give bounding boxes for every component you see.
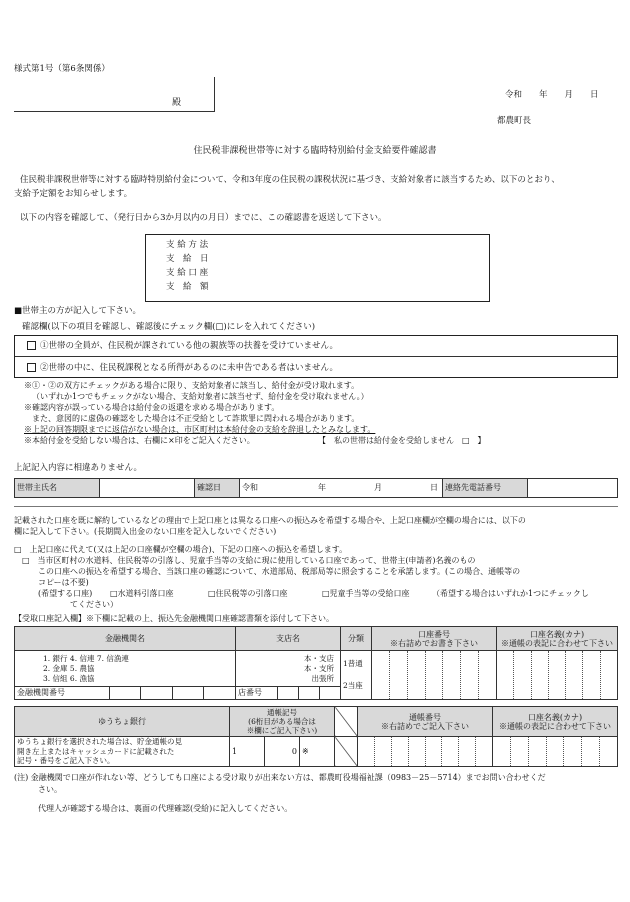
yucho-slash-cell-2 xyxy=(335,737,358,767)
account-type-field[interactable]: 1普通 2当座 xyxy=(341,651,372,700)
note-6: ※本給付金を受給しない場合は、右欄に×印をご記入ください。 xyxy=(24,436,255,445)
intro-line2: 支給予定額をお知らせします。 xyxy=(14,189,133,199)
decline-checkbox[interactable]: 【 私の世帯は給付金を受給しません □ 】 xyxy=(318,436,486,445)
choice-water[interactable]: □水道料引落口座 xyxy=(110,589,174,598)
type-header: 分類 xyxy=(341,627,372,651)
phone-field[interactable] xyxy=(528,479,618,498)
payment-info-box xyxy=(145,234,490,302)
year-label: 年 xyxy=(316,479,330,498)
bank-code-label: 金融機関番号 xyxy=(15,687,110,700)
branch-name-field[interactable]: 本・支店 本・支所 出張所 xyxy=(236,651,341,687)
branch-code-digit[interactable] xyxy=(278,687,299,700)
option-sub3: コピーは不要) xyxy=(38,578,89,587)
payment-amount-label: 支 給 額 xyxy=(166,282,209,292)
choice-label: (希望する口座) xyxy=(38,589,93,598)
footer-note1: (注) 金融機関で口座が作れない等、どうしても口座による受け取りが出来ない方は、都農町役場福祉課（0983－25－5714）までお問い合わせくだ xyxy=(14,773,546,782)
option-sub1[interactable]: □ 当市区町村の水道料、住民税等の引落し、児童手当等の支給に現に使用している口座であって、世帯主(申請者)名義のもの xyxy=(22,556,476,565)
check-instruction: 確認欄(以下の項目を確認し、確認後にチェック欄(□)にレを入れてください) xyxy=(22,322,316,332)
day-label: 日 xyxy=(428,479,443,498)
yucho-guide: ゆうちょ銀行を選択された場合は、貯金通帳の見 開き左上またはキャッシュカードに記載された 記号・番号をご記入下さい。 xyxy=(15,737,230,767)
yucho-number-field[interactable] xyxy=(358,737,493,767)
note-5: ※上記の回答期限までに返信がない場合は、市区町村は本給付金の支給を辞退したとみなします。 xyxy=(24,425,376,434)
phone-label: 連絡先電話番号 xyxy=(443,479,528,498)
addressee-suffix: 殿 xyxy=(172,98,182,108)
yucho-holder-field[interactable] xyxy=(493,737,618,767)
branch-code-label: 店番号 xyxy=(236,687,278,700)
date-line: 令和 年 月 日 xyxy=(505,90,599,100)
name-label: 世帯主氏名 xyxy=(15,479,100,498)
option-main[interactable]: □ 上記口座に代えて(又は上記の口座欄が空欄の場合)、下記の口座への振込を希望します。 xyxy=(14,545,348,554)
check2-checkbox[interactable] xyxy=(27,363,36,372)
year-field[interactable] xyxy=(274,479,316,498)
month-label: 月 xyxy=(372,479,386,498)
reiwa-label: 令和 xyxy=(240,479,275,498)
note-3: ※確認内容が誤っている場合は給付金の返還を求める場合があります。 xyxy=(24,403,280,412)
yucho-table xyxy=(14,706,618,767)
intro-deadline: 以下の内容を確認して、（発行日から3か月以内の月日）までに、この確認書を返送して下さい。 xyxy=(20,213,387,223)
branch-code-digit[interactable] xyxy=(320,687,341,700)
holder-header: 口座名義(カナ) ※通帳の表記に合わせて下さい xyxy=(497,627,618,651)
note-2: （いずれか1つでもチェックがない場合、支給対象者に該当せず、給付金を受け取れません。） xyxy=(32,392,369,401)
section-divider xyxy=(14,506,618,507)
branch-header: 支店名 xyxy=(236,627,341,651)
choice-note2: てください） xyxy=(70,600,118,609)
yucho-star-field[interactable]: ※ xyxy=(300,737,335,767)
check1-checkbox[interactable] xyxy=(27,341,36,350)
footer-note2: さい。 xyxy=(38,785,62,794)
check2-row[interactable] xyxy=(27,363,338,374)
confirm-table xyxy=(14,478,618,498)
choice-child[interactable]: □児童手当等の受給口座 xyxy=(322,589,410,598)
check-box-area xyxy=(14,335,618,378)
yucho-symbol-field-2[interactable]: 0 xyxy=(265,737,300,767)
page-title: 住民税非課税世帯等に対する臨時特別給付金支給要件確認書 xyxy=(193,146,437,156)
choice-note: （希望する場合はいずれか1つにチェックし xyxy=(432,589,589,598)
branch-code-digit[interactable] xyxy=(299,687,320,700)
account-change-para1: 記載された口座を既に解約しているなどの理由で上記口座とは異なる口座への振込みを希望する場合や、上記口座欄が空欄の場合には、以下の xyxy=(14,516,526,525)
account-holder-field[interactable] xyxy=(497,651,618,700)
check2-label: ②世帯の中に、住民税課税となる所得があるのに未申告である者はいません。 xyxy=(40,363,339,373)
bank-code-digit[interactable] xyxy=(109,687,141,700)
choice-tax[interactable]: □住民税等の引落口座 xyxy=(208,589,288,598)
note-4: また、意図的に虚偽の確認をした場合は不正受給として詐欺罪に問われる場合があります。 xyxy=(32,414,360,423)
day-field[interactable] xyxy=(386,479,428,498)
yucho-slash-cell xyxy=(335,707,358,737)
yucho-holder-header: 口座名義(カナ) ※通帳の表記に合わせて下さい xyxy=(493,707,618,737)
number-header: 口座番号 ※右詰めでお書き下さい xyxy=(372,627,497,651)
check1-row[interactable] xyxy=(27,341,338,352)
footer-note3: 代理人が確認する場合は、裏面の代理確認(受給)に記入してください。 xyxy=(38,804,293,813)
addressee-box xyxy=(14,77,215,112)
month-field[interactable] xyxy=(330,479,372,498)
bank-code-digit[interactable] xyxy=(204,687,236,700)
intro-line1: 住民税非課税世帯等に対する臨時特別給付金について、令和3年度の住民税の課税状況に基づき、支給対象者に該当するため、以下のとおり、 xyxy=(20,175,560,185)
account-form-heading: 【受取口座記入欄】※下欄に記載の上、振込先金融機関口座確認書類を添付して下さい。 xyxy=(14,614,334,623)
confirm-statement: 上記記入内容に相違ありません。 xyxy=(14,463,143,473)
bank-name-field[interactable]: 1. 銀行 4. 信連 7. 信漁連 2. 金庫 5. 農協 3. 信組 6. 漁協 xyxy=(15,651,236,687)
bank-code-digit[interactable] xyxy=(141,687,173,700)
householder-heading: ■世帯主の方が記入して下さい。 xyxy=(14,306,142,316)
yucho-label: ゆうちょ銀行 xyxy=(15,707,230,737)
payment-method-label: 支 給 方 法 xyxy=(166,240,209,250)
note-1: ※①・②の双方にチェックがある場合に限り、支給対象者に該当し、給付金が受け取れます。 xyxy=(24,381,360,390)
account-number-field[interactable] xyxy=(372,651,497,700)
bank-account-table xyxy=(14,626,618,700)
check1-label: ①世帯の全員が、住民税が課されている他の親族等の扶養を受けていません。 xyxy=(40,341,339,351)
account-change-para2: 欄に記入して下さい。(長期間入出金のない口座を記入しないでください) xyxy=(14,527,277,536)
payment-account-label: 支 給 口 座 xyxy=(166,268,209,278)
bank-code-digit[interactable] xyxy=(172,687,204,700)
payment-date-label: 支 給 日 xyxy=(166,254,209,264)
bank-name-header: 金融機関名 xyxy=(15,627,236,651)
yucho-symbol-header: 通帳記号 (6桁目がある場合は ※欄にご記入下さい) xyxy=(230,707,335,737)
yucho-symbol-field[interactable]: 1 xyxy=(230,737,265,767)
issuer: 都農町長 xyxy=(497,116,532,126)
name-field[interactable] xyxy=(100,479,195,498)
yucho-number-header: 通帳番号 ※右詰めでご記入下さい xyxy=(358,707,493,737)
option-sub2: この口座への振込を希望する場合、当該口座の確認について、水道部局、税部局等に照会することを承諾します。(この場合、通帳等の xyxy=(38,567,521,576)
date-label: 確認日 xyxy=(195,479,240,498)
form-number: 様式第1号（第6条関係） xyxy=(14,64,110,74)
